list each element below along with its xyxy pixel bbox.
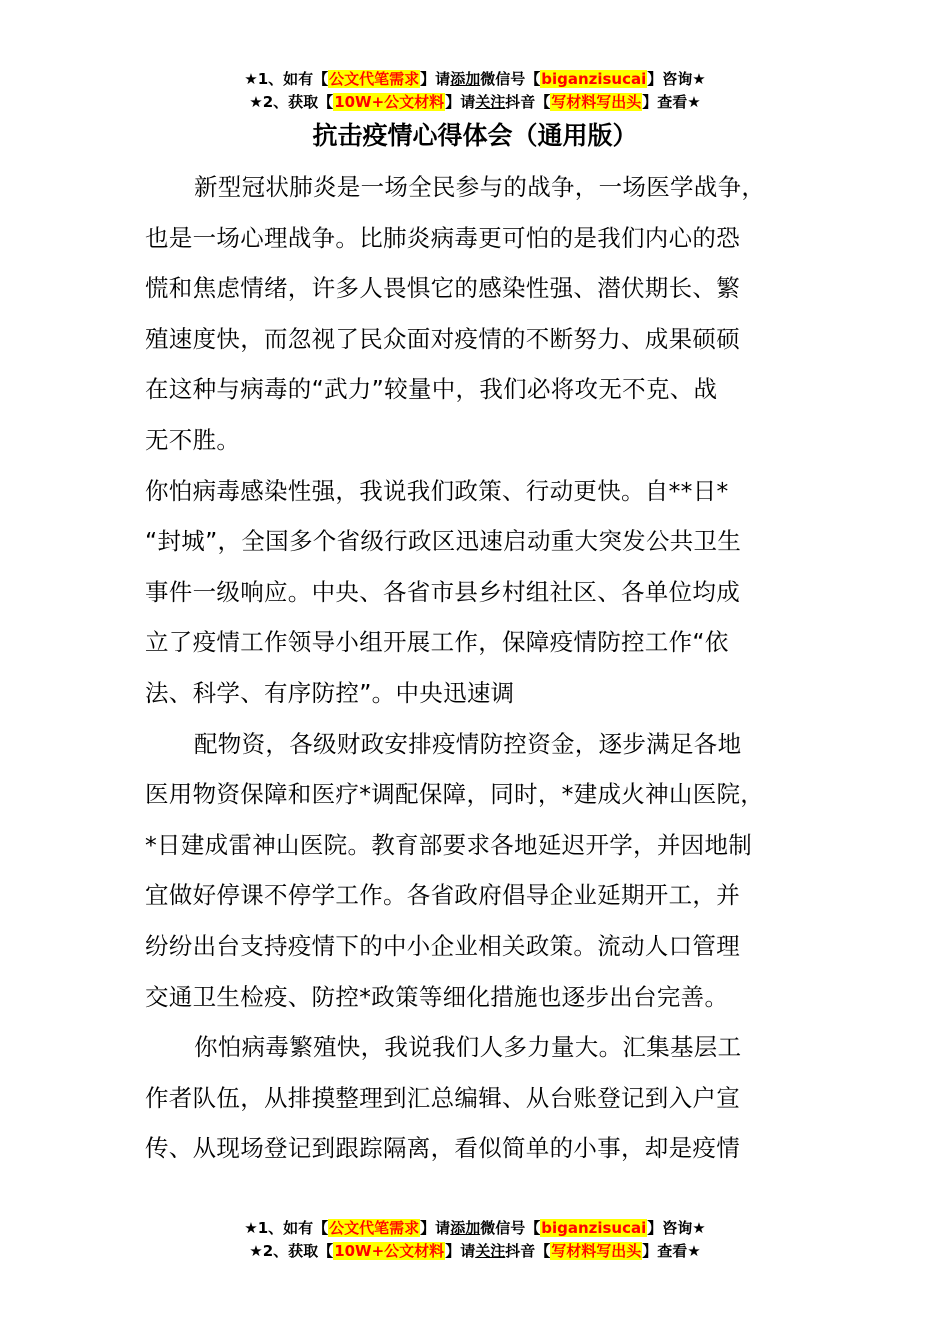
banner-text: 抖音【 xyxy=(505,93,551,111)
banner-text: 微信号【 xyxy=(480,70,541,88)
banner-underlined: 关注 xyxy=(475,93,506,111)
banner-wechat-id: biganzisucai xyxy=(541,1219,647,1237)
body-line: 法、科学、有序防控”。中央迅速调 xyxy=(145,678,515,707)
banner-text: ★2、获取【 xyxy=(249,93,334,111)
banner-text: 】咨询★ xyxy=(647,1219,706,1237)
body-line: “封城”，全国多个省级行政区迅速启动重大突发公共卫生 xyxy=(145,527,742,556)
banner-underlined: 添加 xyxy=(450,70,481,88)
body-line: 医用物资保障和医疗*调配保障，同时，*建成火神山医院， xyxy=(145,780,765,809)
banner-douyin-id: 写材料写出头 xyxy=(551,1242,642,1260)
banner-text: 】查看★ xyxy=(642,1242,701,1260)
body-line: 宜做好停课不停学工作。各省政府倡导企业延期开工，并 xyxy=(145,881,740,910)
banner-text: 】请 xyxy=(445,93,476,111)
body-line: 无不胜。 xyxy=(145,425,241,454)
banner-text: 】请 xyxy=(420,1219,451,1237)
body-line: 立了疫情工作领导小组开展工作，保障疫情防控工作“依 xyxy=(145,628,729,657)
body-line: 也是一场心理战争。比肺炎病毒更可怕的是我们内心的恐 xyxy=(145,223,740,252)
header-banner xyxy=(0,68,950,114)
footer-banner xyxy=(0,1217,950,1263)
banner-line-2 xyxy=(0,1240,950,1263)
document-body xyxy=(145,162,830,1174)
banner-line-1 xyxy=(0,68,950,91)
banner-text: ★2、获取【 xyxy=(249,1242,334,1260)
banner-text: 】咨询★ xyxy=(647,70,706,88)
banner-highlight: 10W+公文材料 xyxy=(334,93,445,111)
body-line: 殖速度快，而忽视了民众面对疫情的不断努力、成果硕硕 xyxy=(145,324,740,353)
banner-text: 微信号【 xyxy=(480,1219,541,1237)
banner-highlight: 10W+公文材料 xyxy=(334,1242,445,1260)
banner-highlight: 公文代笔需求 xyxy=(329,70,420,88)
body-line: 你怕病毒繁殖快，我说我们人多力量大。汇集基层工 xyxy=(194,1033,742,1062)
body-line: 配物资，各级财政安排疫情防控资金，逐步满足各地 xyxy=(194,729,742,758)
body-line: 纷纷出台支持疫情下的中小企业相关政策。流动人口管理 xyxy=(145,931,740,960)
banner-underlined: 关注 xyxy=(475,1242,506,1260)
banner-underlined: 添加 xyxy=(450,1219,481,1237)
document-title: 抗击疫情心得体会（通用版） xyxy=(312,121,638,150)
body-line: 交通卫生检疫、防控*政策等细化措施也逐步出台完善。 xyxy=(145,982,729,1011)
banner-text: ★1、如有【 xyxy=(244,1219,329,1237)
banner-douyin-id: 写材料写出头 xyxy=(551,93,642,111)
banner-line-1 xyxy=(0,1217,950,1240)
banner-text: 】请 xyxy=(420,70,451,88)
body-line: 慌和焦虑情绪，许多人畏惧它的感染性强、潜伏期长、繁 xyxy=(145,274,740,303)
banner-wechat-id: biganzisucai xyxy=(541,70,647,88)
banner-text: 抖音【 xyxy=(505,1242,551,1260)
body-line: 你怕病毒感染性强，我说我们政策、行动更快。自**日* xyxy=(145,476,729,505)
body-line: *日建成雷神山医院。教育部要求各地延迟开学，并因地制 xyxy=(145,830,753,859)
banner-text: 】查看★ xyxy=(642,93,701,111)
banner-line-2 xyxy=(0,91,950,114)
body-line: 传、从现场登记到跟踪隔离，看似简单的小事，却是疫情 xyxy=(145,1134,740,1163)
body-line: 事件一级响应。中央、各省市县乡村组社区、各单位均成 xyxy=(145,577,740,606)
banner-highlight: 公文代笔需求 xyxy=(329,1219,420,1237)
body-line: 作者队伍，从排摸整理到汇总编辑、从台账登记到入户宣 xyxy=(145,1083,740,1112)
banner-text: 】请 xyxy=(445,1242,476,1260)
banner-text: ★1、如有【 xyxy=(244,70,329,88)
body-line: 在这种与病毒的“武力”较量中，我们必将攻无不克、战 xyxy=(145,375,718,404)
body-line: 新型冠状肺炎是一场全民参与的战争，一场医学战争， xyxy=(194,173,766,201)
